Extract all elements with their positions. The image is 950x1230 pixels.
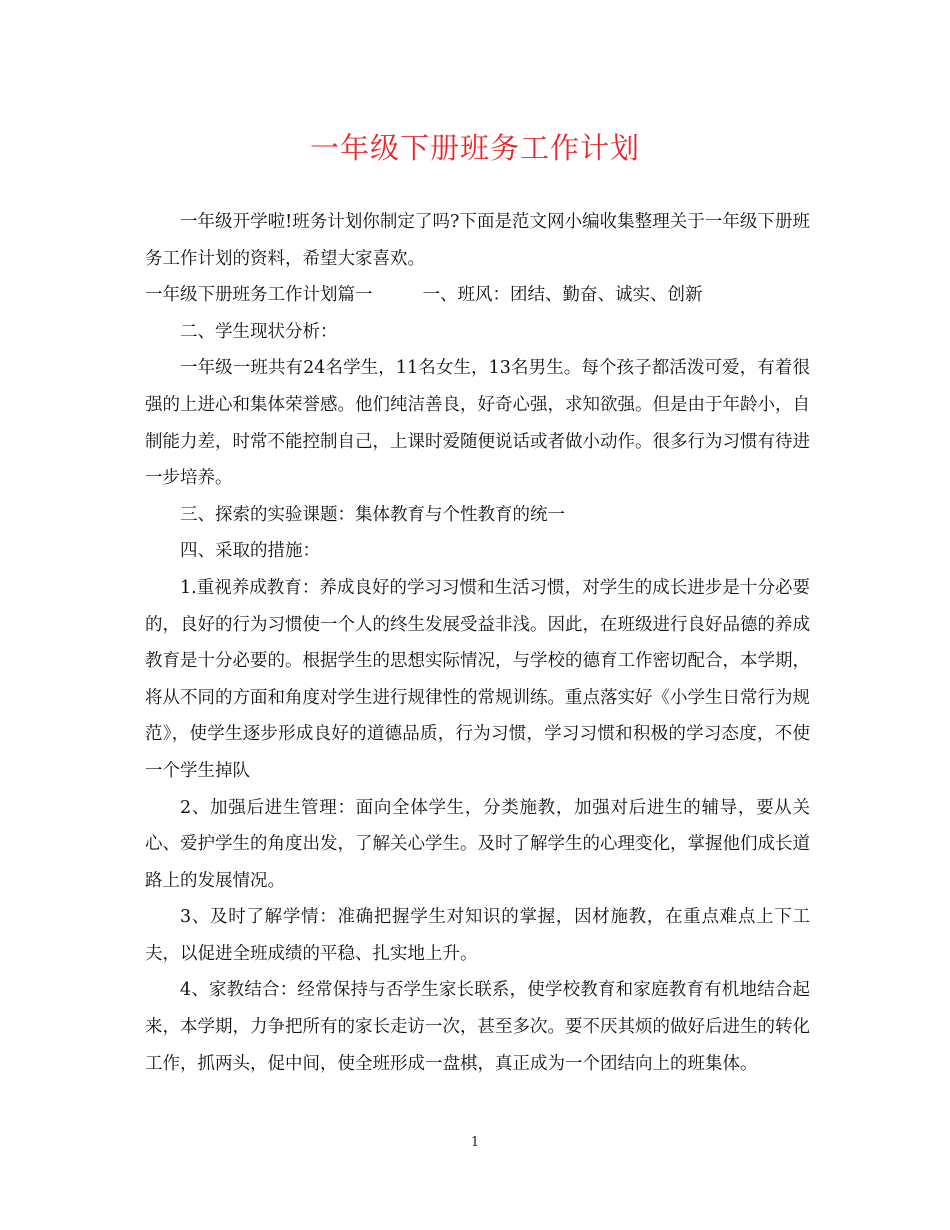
document-body	[145, 204, 810, 1082]
page-number: 1	[470, 1135, 480, 1150]
measure-1-paragraph: 1.重视养成教育：养成良好的学习习惯和生活习惯，对学生的成长进步是十分必要的，良好的行为习惯使一个人的终生发展受益非浅。因此，在班级进行良好品德的养成教育是十分必要的。根据学生的思想实际情况，与学校的德育工作密切配合，本学期，将从不同的方面和角度对学生进行规律性的常规训练。重点落实好《小学生日常行为规范》，使学生逐步形成良好的道德品质，行为习惯，学习习惯和积极的学习态度，不使一个学生掉队	[145, 577, 810, 781]
section-heading-class-style: 一、班风：团结、勤奋、诚实、创新	[422, 285, 703, 306]
student-analysis-heading: 二、学生现状分析：	[180, 321, 338, 342]
section-heading-line	[145, 277, 810, 314]
measure-3-paragraph: 3、及时了解学情：准确把握学生对知识的掌握，因材施教，在重点难点上下工夫，以促进全班成绩的平稳、扎实地上升。	[145, 907, 810, 964]
measure-2-paragraph: 2、加强后进生管理：面向全体学生，分类施教，加强对后进生的辅导，要从关心、爱护学生的角度出发，了解关心学生。及时了解学生的心理变化，掌握他们成长道路上的发展情况。	[145, 797, 810, 891]
document-title: 一年级下册班务工作计划	[309, 131, 640, 165]
measure-4-paragraph: 4、家教结合：经常保持与否学生家长联系，使学校教育和家庭教育有机地结合起来，本学期，力争把所有的家长走访一次，甚至多次。要不厌其烦的做好后进生的转化工作，抓两头，促中间，使全班形成一盘棋，真正成为一个团结向上的班集体。	[145, 980, 810, 1074]
section-heading-title: 一年级下册班务工作计划篇一	[145, 285, 373, 306]
student-analysis-paragraph: 一年级一班共有24名学生，11名女生，13名男生。每个孩子都活泼可爱，有着很强的上进心和集体荣誉感。他们纯洁善良，好奇心强，求知欲强。但是由于年龄小，自制能力差，时常不能控制自己，上课时爱随便说话或者做小动作。很多行为习惯有待进一步培养。	[145, 358, 810, 489]
research-topic-paragraph: 三、探索的实验课题：集体教育与个性教育的统一	[180, 504, 565, 525]
measures-heading: 四、采取的措施：	[180, 541, 320, 562]
intro-paragraph: 一年级开学啦!班务计划你制定了吗?下面是范文网小编收集整理关于一年级下册班务工作计划的资料，希望大家喜欢。	[145, 212, 810, 269]
